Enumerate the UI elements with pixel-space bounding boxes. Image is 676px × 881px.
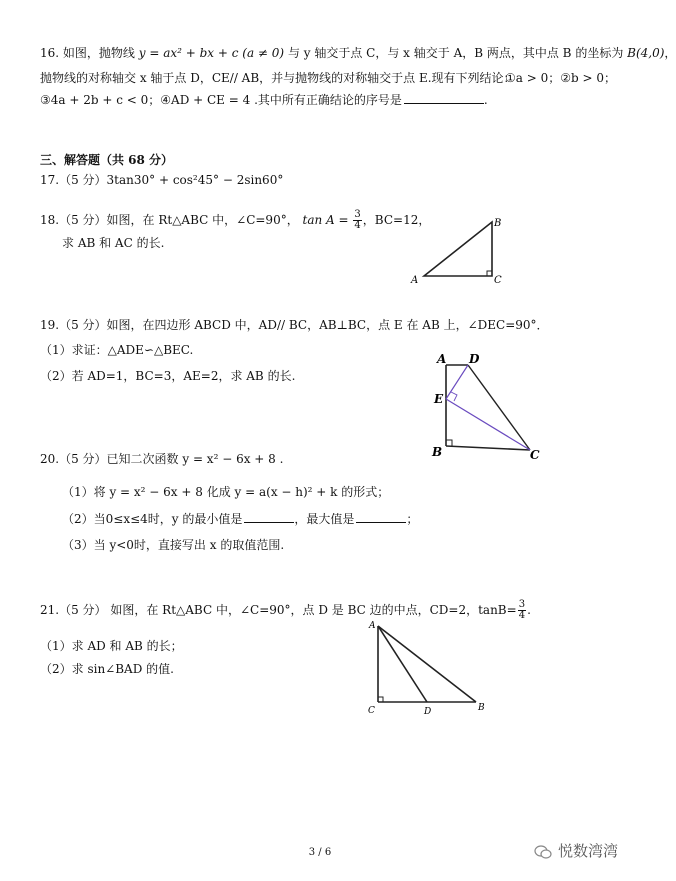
q18-frac-den: 4 [354,220,361,231]
q16-line3-text: ③4a + 2b + c < 0；④AD + CE = 4 .其中所有正确结论的序号是 [40,93,402,107]
section-header: 三、解答题（共 68 分） [40,153,174,167]
q19-label-e: E [434,392,444,406]
q16-line2 [40,70,516,86]
q18-triangle [424,222,492,276]
q18-tan-label: tan A = [302,213,349,227]
q20-min-blank[interactable] [244,512,294,523]
q16-text-b: 与 y 轴交于点 C，与 x 轴交于 A，B 两点，其中点 B 的坐标为 [287,46,624,60]
q18-line2: 求 AB 和 AC 的长. [62,236,165,250]
q19-label-b: B [432,445,443,459]
q20-part2-text-c: ； [406,512,419,526]
wechat-icon [534,845,552,859]
q16-text-c: ， [664,46,676,60]
q18-line1 [40,210,430,231]
brand-watermark [534,840,618,861]
q18-fraction [353,210,361,231]
q21-label-c: C [368,706,375,716]
q20-line1: 20.（5 分）已知二次函数 y = x² − 6x + 8 . [40,452,284,466]
q19-right-angle-b [446,440,452,446]
q19-right-angle-e [451,392,457,401]
q16-line1 [40,45,676,61]
q17-line: 17.（5 分）3tan30° + cos²45° − 2sin60° [40,173,284,187]
q18-label-b: B [494,218,502,229]
q19-segment-ed [446,365,468,399]
q21-frac-num: 3 [518,599,526,610]
q18-figure [405,210,515,290]
q21-side-ab [378,626,476,702]
page-number: 3 / 6 [308,847,332,858]
q19-side-bc [446,446,530,450]
q19-figure [425,345,555,465]
q21-figure [360,615,500,720]
q20-part1: （1）将 y = x² − 6x + 8 化成 y = a(x − h)² + k 的形式； [62,485,390,499]
q20-max-blank[interactable] [356,512,406,523]
q19-label-a: A [437,352,447,366]
q21-label-d: D [424,707,432,717]
q18-frac-num: 3 [354,209,361,220]
q20-part3: （3）当 y<0时，直接写出 x 的取值范围. [62,538,285,552]
q18-label-a: A [411,275,419,286]
q21-label-a: A [369,621,376,631]
q16-line3: ③4a + 2b + c < 0；④AD + CE = 4 .其中所有正确结论的序号是 . [40,93,488,107]
q21-text-b: . [527,603,531,617]
q19-segment-ec [446,399,530,450]
q16-coord: B(4,0) [627,46,665,60]
q16-options [505,70,616,86]
q19-part2: （2）若 AD=1，BC=3，AE=2，求 AB 的长. [40,369,296,383]
q21-part1: （1）求 AD 和 AB 的长； [40,639,183,653]
q19-line1: 19.（5 分）如图，在四边形 ABCD 中，AD// BC，AB⊥BC，点 E 在 AB 上，∠DEC=90°． [40,318,549,332]
q20-part2 [62,511,418,527]
q19-side-dc [468,365,530,450]
q21-frac-den: 4 [518,610,526,621]
q20-part2-text-b: ，最大值是 [294,512,355,526]
q21-segment-ad [378,626,427,702]
q19-label-c: C [530,448,540,462]
q19-part1: （1）求证：△ADE∽△BEC. [40,343,194,357]
q20-part2-text-a: （2）当0≤x≤4时，y 的最小值是 [62,512,243,526]
q21-part2: （2）求 sin∠BAD 的值. [40,662,174,676]
q18-text-a: 18.（5 分）如图，在 Rt△ABC 中，∠C=90°， [40,213,299,227]
brand-name: 悦数湾湾 [557,842,618,860]
q16-answer-blank[interactable] [404,93,484,104]
q18-label-c: C [494,275,502,286]
q21-label-b: B [478,703,485,713]
q21-fraction [518,600,526,621]
q18-text-b: ，BC=12， [362,213,431,227]
q21-text-a: 21.（5 分） 如图，在 Rt△ABC 中，∠C=90°，点 D 是 BC 边的中点，CD=2，tanB= [40,603,517,617]
q16-line2-text: 抛物线的对称轴交 x 轴于点 D，CE// AB，并与抛物线的对称轴交于点 E.现有下列结论： [40,71,516,85]
q19-label-d: D [469,352,480,366]
q16-options-text: ①a > 0；②b > 0； [505,71,616,85]
q16-text-a: 16. 如图，抛物线 [40,46,135,60]
q16-equation: y = ax² + bx + c (a ≠ 0) [138,46,285,60]
